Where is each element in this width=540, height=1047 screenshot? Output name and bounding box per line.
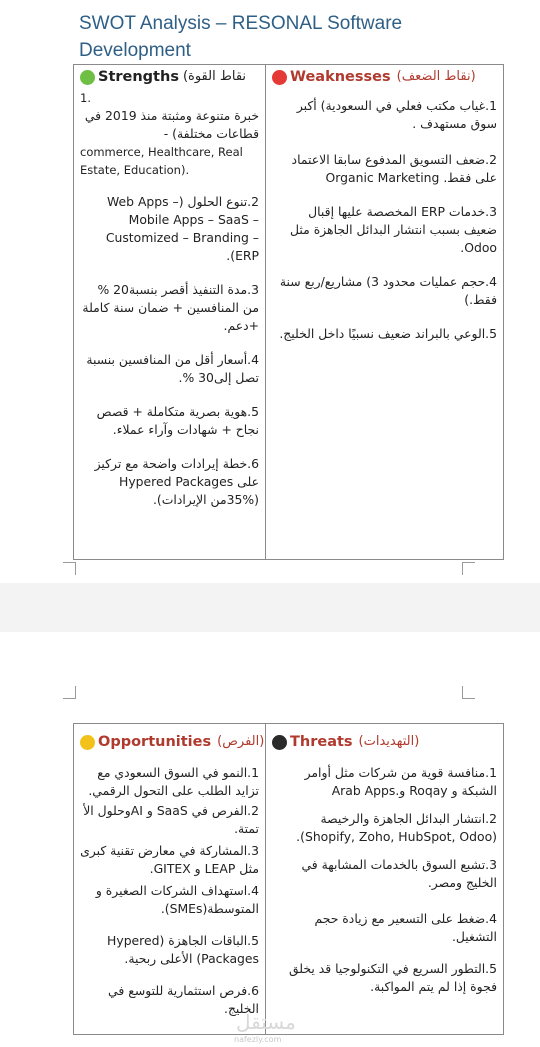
list-item bbox=[80, 89, 259, 179]
threats-arabic-label: (التهديدات) bbox=[358, 734, 420, 749]
list-item-text: خبرة متنوعة ومثبتة منذ 2019 في قطاعات مختلفة) - bbox=[84, 108, 259, 141]
opportunities-cell bbox=[74, 724, 266, 1035]
list-item: 4.ضغط على التسعير مع زيادة حجم التشغيل. bbox=[314, 911, 497, 944]
watermark-url: nafezly.com bbox=[234, 1035, 282, 1044]
strengths-list bbox=[74, 87, 265, 509]
strengths-label: Strengths bbox=[98, 69, 179, 85]
list-item: 5.الباقات الجاهزة (Hypered Packages) الأعلى ربحية. bbox=[107, 933, 259, 966]
swot-table-strengths-weaknesses bbox=[73, 64, 504, 560]
weaknesses-list bbox=[266, 87, 503, 343]
threats-label: Threats bbox=[290, 734, 353, 750]
strengths-arabic-label: (نقاط القوة bbox=[182, 69, 247, 84]
list-item: 2.ضعف التسويق المدفوع سابقا الاعتماد على فقط. Organic Marketing bbox=[291, 152, 497, 185]
page-corner-mark bbox=[462, 686, 475, 699]
list-item: 5.هوية بصرية متكاملة + قصص نجاح + شهادات وآراء عملاء. bbox=[96, 404, 259, 437]
black-circle-icon bbox=[272, 735, 287, 750]
list-item: 3.مدة التنفيذ أقصر بنسبة20 % من المنافسين + ضمان سنة كاملة +دعم. bbox=[82, 282, 259, 333]
list-item: 3.خدمات ERP المخصصة عليها إقبال ضعيف بسبب انتشار البدائل الجاهزة مثل Odoo. bbox=[290, 204, 497, 255]
list-item: 1.النمو في السوق السعودي مع تزايد الطلب على التحول الرقمي. bbox=[88, 765, 259, 798]
opportunities-list bbox=[74, 752, 265, 1018]
swot-table-opportunities-threats bbox=[73, 723, 504, 1035]
threats-header bbox=[266, 724, 503, 752]
weaknesses-label: Weaknesses bbox=[290, 69, 391, 85]
list-item-subtext: commerce, Healthcare, Real Estate, Education). bbox=[80, 145, 243, 177]
list-item: 3.المشاركة في معارض تقنية كبرى مثل LEAP و GITEX. bbox=[80, 843, 259, 876]
opportunities-header bbox=[74, 724, 265, 752]
list-item: 5.الوعي بالبراند ضعيف نسبيًا داخل الخليج. bbox=[279, 326, 497, 341]
page-corner-mark bbox=[63, 562, 76, 575]
list-item: 3.تشبع السوق بالخدمات المشابهة في الخليج ومصر. bbox=[301, 857, 497, 890]
list-item: 2.انتشار البدائل الجاهزة والرخيصة (Shopify, Zoho, HubSpot, Odoo). bbox=[296, 811, 497, 844]
page-corner-mark bbox=[63, 686, 76, 699]
weaknesses-header bbox=[266, 65, 503, 87]
list-item: 4.حجم عمليات محدود 3) مشاريع/ربع سنة فقط.) bbox=[279, 274, 497, 307]
red-circle-icon bbox=[272, 70, 287, 85]
weaknesses-arabic-label: (نقاط الضعف) bbox=[396, 69, 476, 84]
weaknesses-cell bbox=[266, 65, 504, 560]
watermark-logo: مستقل bbox=[236, 1010, 296, 1034]
page-corner-mark bbox=[462, 562, 475, 575]
strengths-cell bbox=[74, 65, 266, 560]
threats-cell bbox=[266, 724, 504, 1035]
list-item: 2.الفرص في SaaS و AIوحلول الأ تمتة. bbox=[83, 803, 259, 836]
list-item: 1.غياب مكتب فعلي في السعودية) أكبر سوق مستهدف . bbox=[296, 98, 497, 131]
list-item-number: 1. bbox=[80, 91, 91, 105]
yellow-circle-icon bbox=[80, 735, 95, 750]
list-item: 6.خطة إيرادات واضحة مع تركيز على Hypered Packages (35%من الإيرادات). bbox=[94, 456, 259, 507]
list-item: 6.فرص استثمارية للتوسع في الخليج. bbox=[108, 983, 259, 1016]
list-item: 4.استهداف الشركات الصغيرة و المتوسطة(SMEs). bbox=[95, 883, 259, 916]
list-item: 2.تنوع الحلول (Web Apps – Mobile Apps – SaaS – Customized – Branding – ERP). bbox=[105, 194, 259, 263]
opportunities-label: Opportunities bbox=[98, 734, 212, 750]
list-item: 1.منافسة قوية من شركات مثل أوامر الشبكة و Roqay و.Arab Apps bbox=[304, 765, 497, 798]
list-item: 5.التطور السريع في التكنولوجيا قد يخلق فجوة إذا لم يتم المواكبة. bbox=[288, 961, 497, 994]
opportunities-arabic-label: (الفرص) bbox=[217, 734, 265, 749]
threats-list bbox=[266, 752, 503, 996]
list-item: 4.أسعار أقل من المنافسين بنسبة تصل إلى30 %. bbox=[86, 352, 259, 385]
document-title: SWOT Analysis – RESONAL Software Development bbox=[79, 13, 403, 61]
green-circle-icon bbox=[80, 70, 95, 85]
strengths-header bbox=[74, 65, 265, 87]
